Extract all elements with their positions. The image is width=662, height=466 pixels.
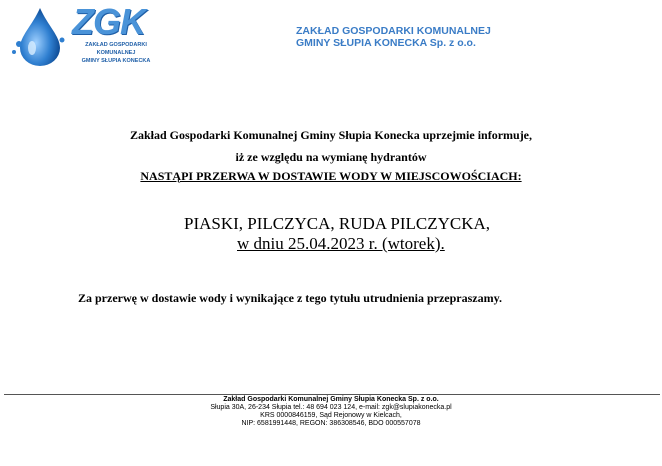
zgk-logo bbox=[10, 1, 151, 70]
logo-subtitle: ZAKŁAD GOSPODARKI KOMUNALNEJ GMINY SŁUPIA KONECKA bbox=[81, 42, 151, 64]
affected-places: PIASKI, PILCZYCA, RUDA PILCZYCKA, bbox=[184, 214, 491, 233]
footer-company-name: Zakład Gospodarki Komunalnej Gminy Słupia Konecka Sp. z o.o. bbox=[223, 396, 439, 403]
water-drop-icon bbox=[10, 4, 70, 68]
footer bbox=[0, 396, 662, 428]
footer-divider bbox=[4, 394, 660, 395]
footer-ids: NIP: 6581991448, REGON: 386308546, BDO 000557078 bbox=[241, 420, 421, 427]
logo-wordmark: ZGK bbox=[72, 1, 145, 42]
company-line-2: GMINY SŁUPIA KONECKA Sp. z o.o. bbox=[296, 37, 476, 49]
footer-address: Słupia 30A, 26-234 Słupia tel.: 48 694 023 124, e-mail: zgk@slupiakonecka.pl bbox=[210, 404, 452, 411]
company-line-1: ZAKŁAD GOSPODARKI KOMUNALNEJ bbox=[296, 25, 491, 37]
apology-text: Za przerwę w dostawie wody i wynikające z tego tytułu utrudnienia przepraszamy. bbox=[78, 291, 502, 305]
notice-line-2: iż ze względu na wymianę hydrantów bbox=[235, 150, 427, 164]
footer-krs: KRS 0000846159, Sąd Rejonowy w Kielcach, bbox=[260, 412, 402, 419]
letterhead bbox=[0, 0, 662, 90]
company-name bbox=[296, 25, 491, 49]
outage-date: w dniu 25.04.2023 r. (wtorek). bbox=[237, 234, 445, 253]
notice-line-1: Zakład Gospodarki Komunalnej Gminy Słupia Konecka uprzejmie informuje, bbox=[129, 128, 533, 142]
notice-headline: NASTĄPI PRZERWA W DOSTAWIE WODY W MIEJSCOWOŚCIACH: bbox=[140, 169, 522, 183]
